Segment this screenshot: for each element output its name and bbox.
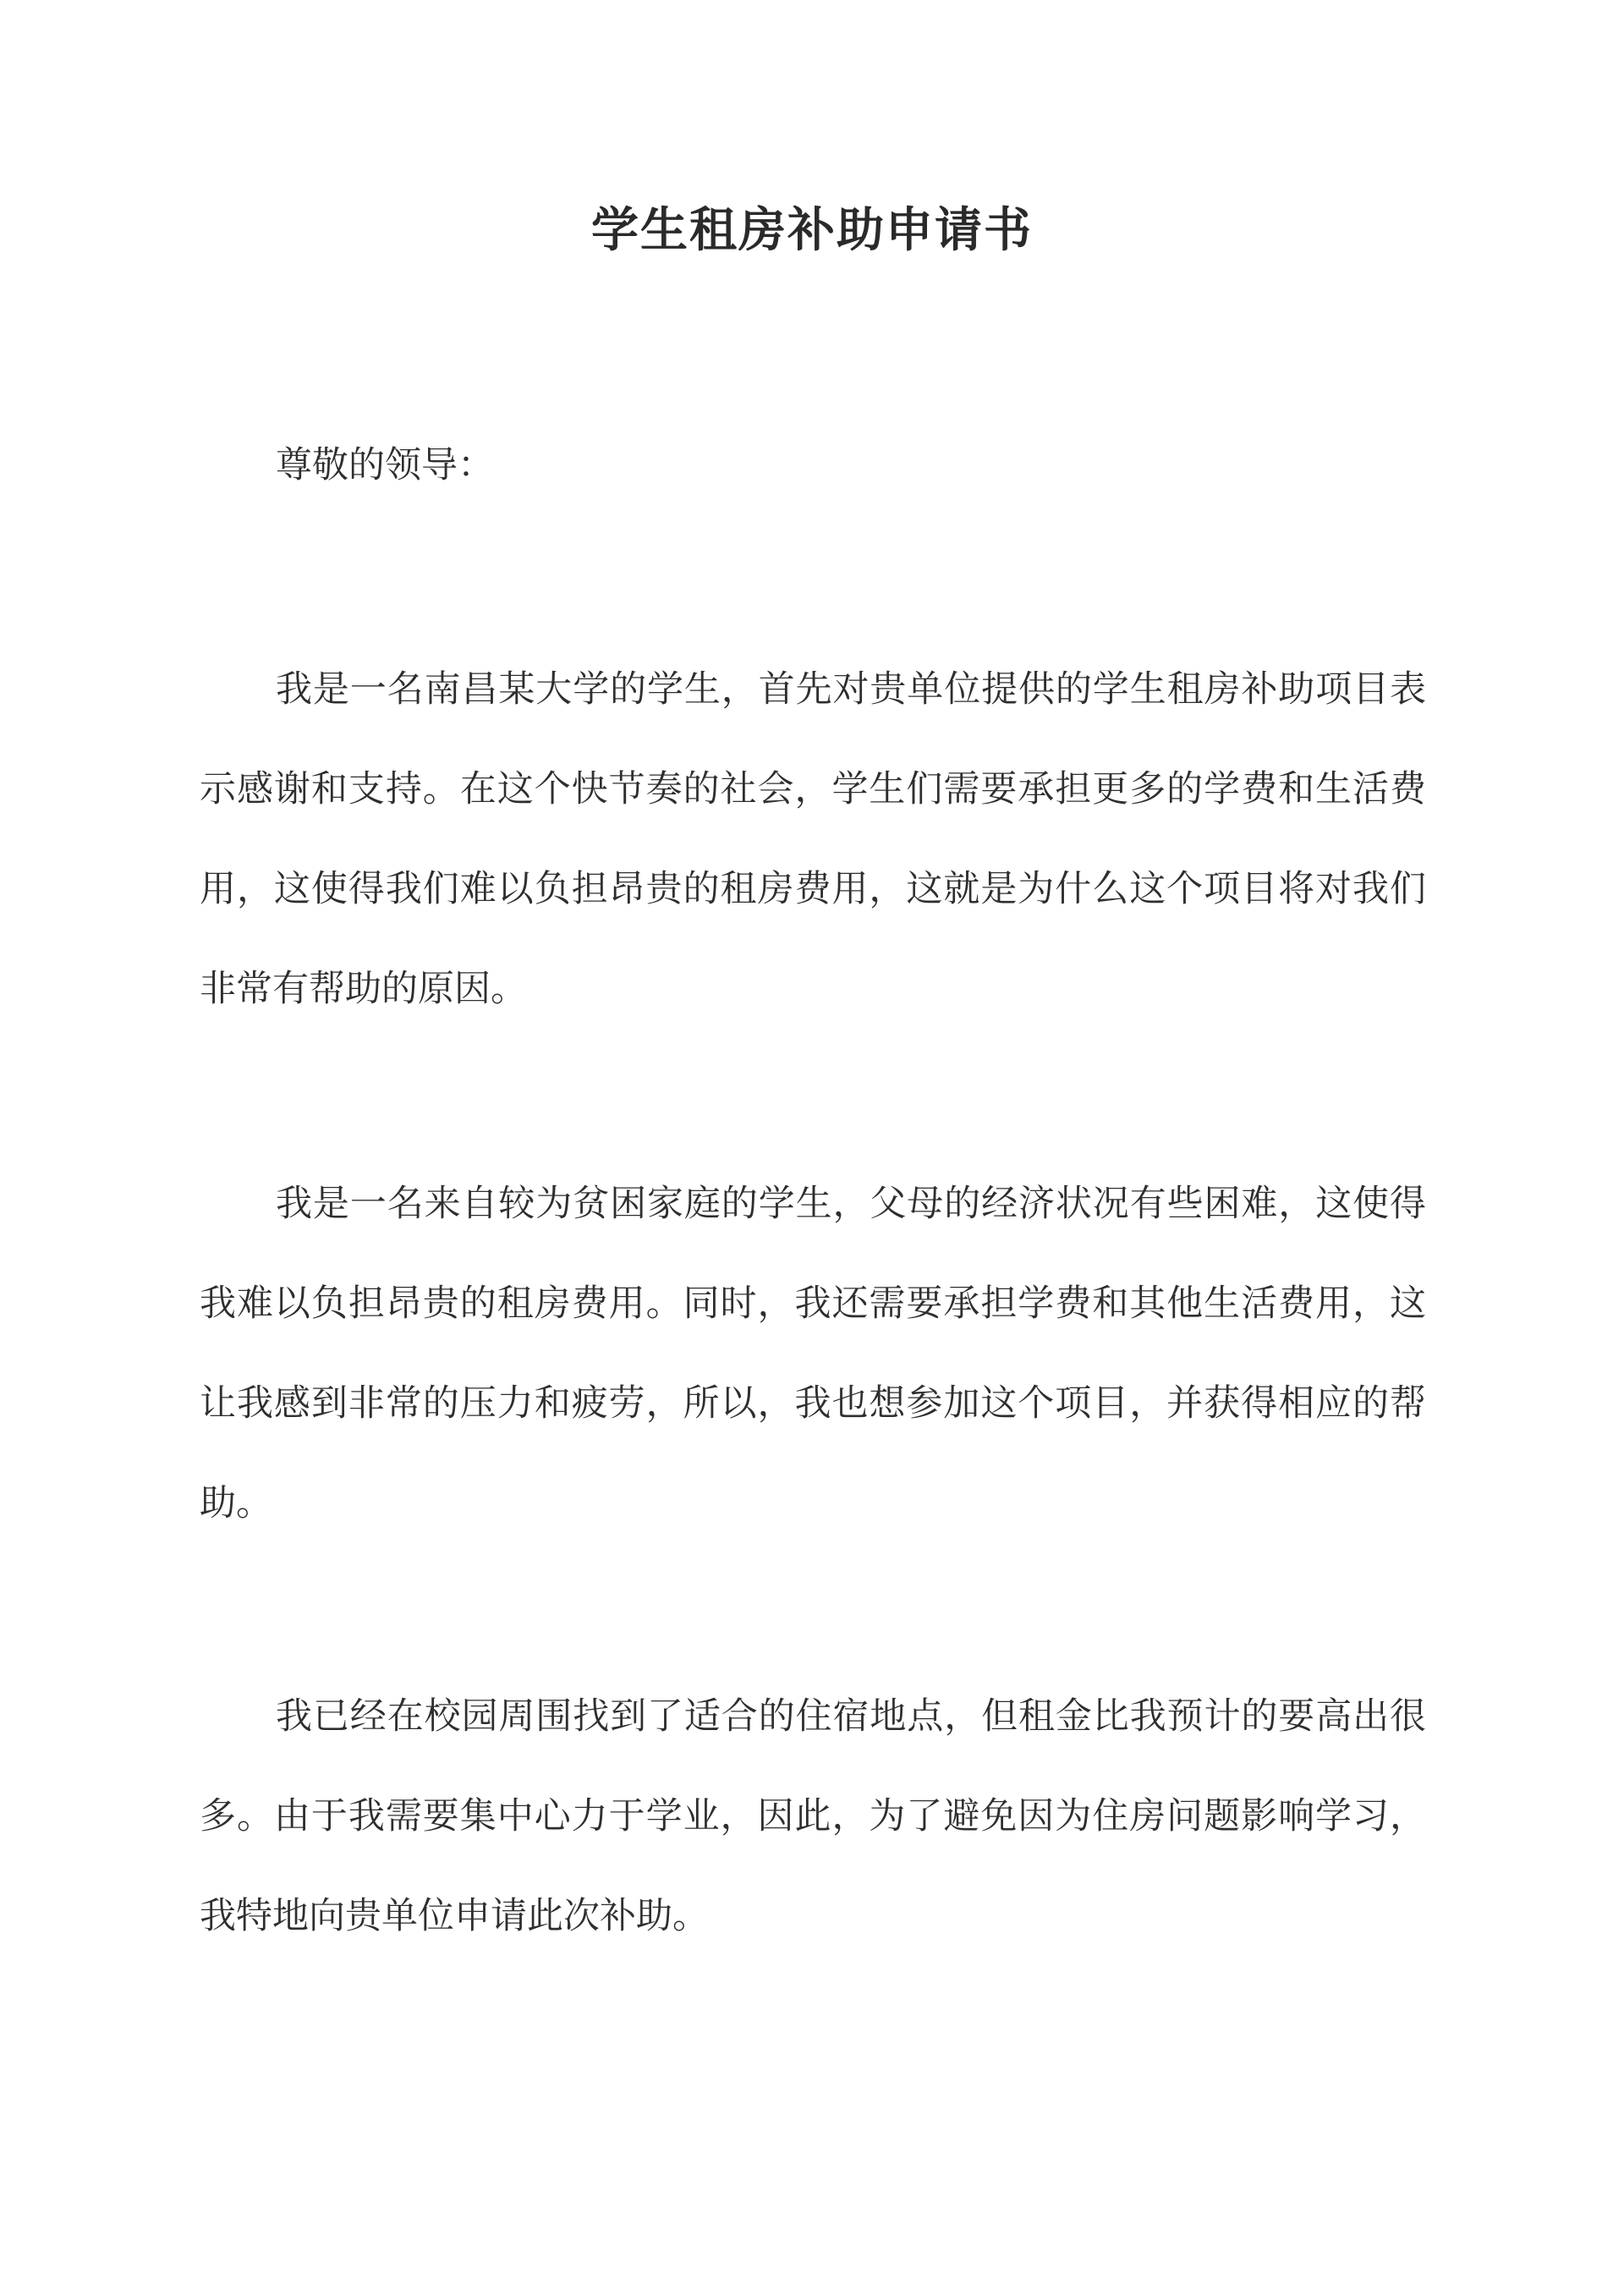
body-paragraph-3: 我已经在校园周围找到了适合的住宿地点，但租金比我预计的要高出很多。由于我需要集中心力于学业，因此，为了避免因为住房问题影响学习，我特地向贵单位申请此次补助。: [200, 1695, 1426, 1937]
document-title: 学生租房补助申请书: [591, 202, 1033, 258]
body-paragraph-2: 我是一名来自较为贫困家庭的学生，父母的经济状况有些困难，这使得我难以负担昂贵的租房费用。同时，我还需要承担学费和其他生活费用，这让我感到非常的压力和疲劳，所以，我也想参加这个项目，并获得相应的帮助。: [200, 1183, 1426, 1524]
body-paragraph-1: 我是一名南昌某大学的学生，首先对贵单位提供的学生租房补助项目表示感谢和支持。在这个快节奏的社会，学生们需要承担更多的学费和生活费用，这使得我们难以负担昂贵的租房费用，这就是为什么这个项目将对我们非常有帮助的原因。: [200, 668, 1426, 1010]
salutation: 尊敬的领导：: [276, 444, 494, 486]
